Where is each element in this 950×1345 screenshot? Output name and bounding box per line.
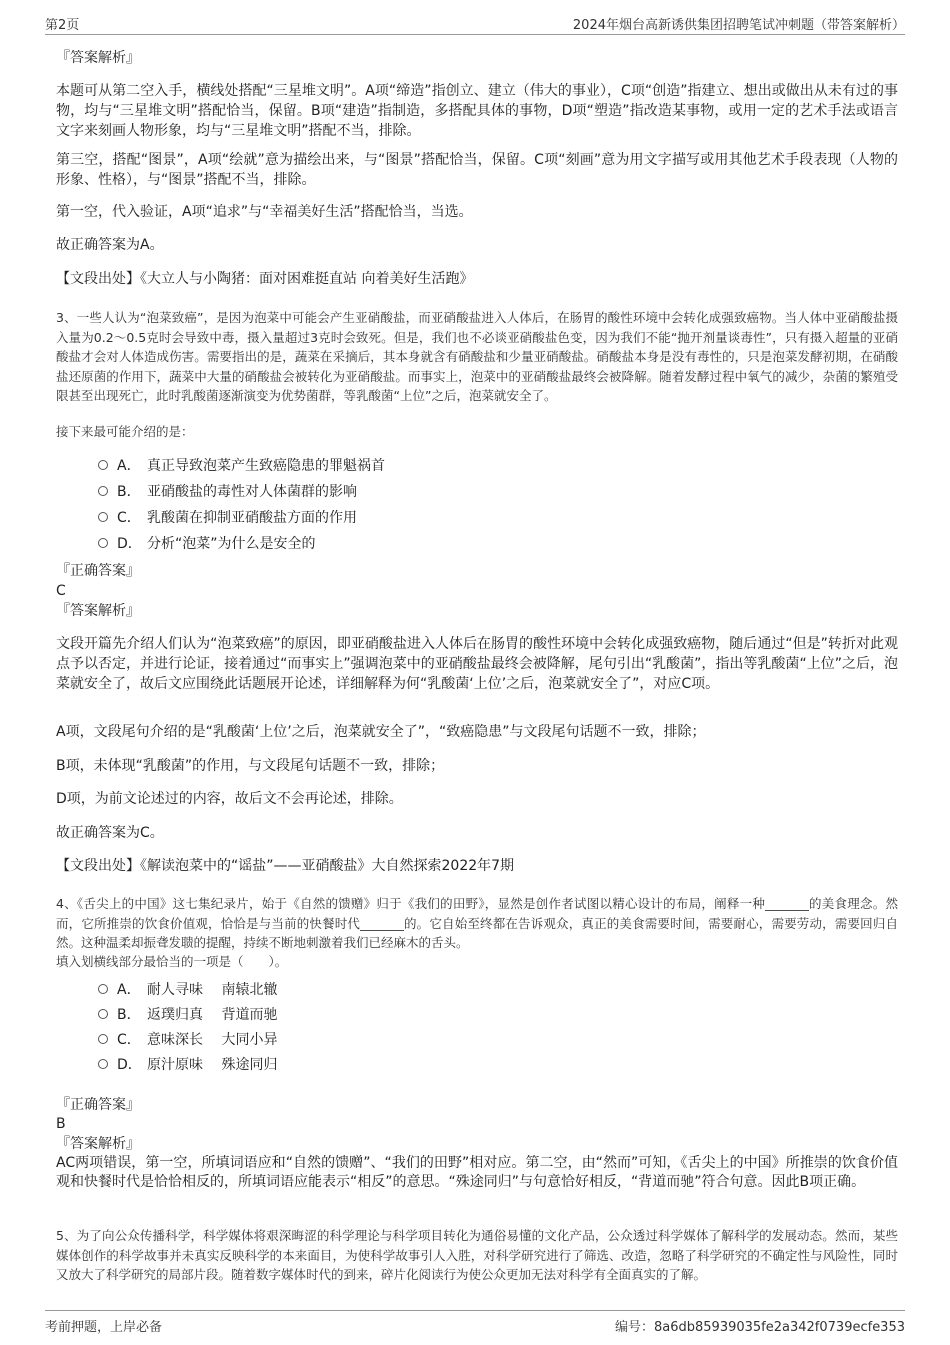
- option-a[interactable]: A． 耐人寻味 南辕北辙: [98, 980, 277, 1000]
- document-title: 2024年烟台高新诱供集团招聘笔试冲刺题（带答案解析）: [572, 18, 905, 33]
- radio-button[interactable]: [98, 486, 108, 496]
- source-citation: 【文段出处】《大立人与小陶猪：面对困难挺直站 向着美好生活跑》: [56, 271, 474, 287]
- analysis-paragraph: 第一空，代入验证，A项“追求”与“幸福美好生活”搭配恰当，当选。: [56, 204, 473, 220]
- option-c[interactable]: C． 乳酸菌在抑制亚硝酸盐方面的作用: [98, 508, 357, 528]
- correct-answer-label: 『正确答案』: [56, 563, 140, 579]
- radio-button[interactable]: [98, 1034, 108, 1044]
- radio-button[interactable]: [98, 1009, 108, 1019]
- question-4-text: 4、《舌尖上的中国》这七集纪录片，始于《自然的馈赠》归于《我们的田野》，显然是创作者试图以精心设计的布局，阐释一种_______的美食理念。然而，它所推崇的饮食价值观，恰恰是与当前的快餐时代_______的。它自始至终都在告诉观众，真正的美食需要时间，需要耐心，需要劳动，需要回归自然。这种温柔却振聋发聩的提醒，持续不断地刺激着我们已经麻木的舌头。: [56, 896, 898, 950]
- analysis-conclusion: 故正确答案为C。: [56, 825, 164, 841]
- correct-answer: B: [56, 1116, 66, 1132]
- question-5-text: 5、为了向公众传播科学，科学媒体将艰深晦涩的科学理论与科学项目转化为通俗易懂的文化产品，公众透过科学媒体了解科学的发展动态。然而，某些媒体创作的科学故事并未真实反映科学的本来面目，为使科学故事引人入胜，对科学研究进行了筛选、改造，忽略了科学研究的不确定性与风险性，同时又放大了科学研究的局部片段。随着数字媒体时代的到来，碎片化阅读行为使公众更加无法对科学有全面真实的了解。: [56, 1228, 898, 1282]
- analysis-paragraph: A项，文段尾句介绍的是“乳酸菌‘上位’之后，泡菜就安全了”，“致癌隐患”与文段尾句话题不一致，排除；: [56, 724, 706, 740]
- radio-button[interactable]: [98, 1059, 108, 1069]
- analysis-paragraph: 本题可从第二空入手，横线处搭配“三星堆文明”。A项“缔造”指创立、建立（伟大的事业），C项“创造”指建立、想出或做出从未有过的事物，均与“三星堆文明”搭配恰当，保留。B项“建造”指制造，多搭配具体的事物，D项“塑造”指改造某事物，或用一定的艺术手法或语言文字来刻画人物形象，均与“三星堆文明”搭配不当，排除。: [56, 83, 898, 139]
- option-b[interactable]: B． 亚硝酸盐的毒性对人体菌群的影响: [98, 482, 357, 502]
- analysis-paragraph: B项，未体现“乳酸菌”的作用，与文段尾句话题不一致，排除；: [56, 758, 445, 774]
- page-number: 第2页: [45, 18, 80, 33]
- option-c[interactable]: C． 意味深长 大同小异: [98, 1030, 277, 1050]
- analysis-paragraph: D项，为前文论述过的内容，故后文不会再论述，排除。: [56, 791, 403, 807]
- correct-answer: C: [56, 583, 66, 599]
- analysis-conclusion: 故正确答案为A。: [56, 237, 164, 253]
- document-code: 编号：8a6db85939035fe2a342f0739ecfe353: [615, 1320, 905, 1335]
- analysis-paragraph: AC两项错误，第一空，所填词语应和“自然的馈赠”、“我们的田野”相对应。第二空，由“然而”可知，《舌尖上的中国》所推崇的饮食价值观和快餐时代是恰恰相反的，所填词语应能表示“相反”的意思。“殊途同归”与句意恰好相反，“背道而驰”符合句意。因此B项正确。: [56, 1155, 898, 1190]
- radio-button[interactable]: [98, 460, 108, 470]
- page-header: [45, 12, 905, 35]
- correct-answer-label: 『正确答案』: [56, 1097, 140, 1113]
- option-d[interactable]: D． 原汁原味 殊途同归: [98, 1055, 277, 1075]
- question-3-text: 3、一些人认为“泡菜致癌”，是因为泡菜中可能会产生亚硝酸盐，而亚硝酸盐进入人体后，在肠胃的酸性环境中会转化成强致癌物。当人体中亚硝酸盐摄入量为0.2～0.5克时会导致中毒，摄入量超过3克时会致死。但是，我们也不必谈亚硝酸盐色变，因为我们不能“抛开剂量谈毒性”，只有摄入超量的亚硝酸盐才会对人体造成伤害。需要指出的是，蔬菜在采摘后，其本身就含有硝酸盐和少量亚硝酸盐。硝酸盐本身是没有毒性的，只是泡菜发酵初期，在硝酸盐还原菌的作用下，蔬菜中大量的硝酸盐会被转化为亚硝酸盐。而事实上，泡菜中的亚硝酸盐最终会被降解。随着发酵过程中氧气的减少，杂菌的繁殖受限甚至出现死亡，此时乳酸菌逐渐演变为优势菌群，等乳酸菌“上位”之后，泡菜就安全了。: [56, 310, 898, 403]
- radio-button[interactable]: [98, 512, 108, 522]
- question-3-prompt: 接下来最可能介绍的是：: [56, 424, 194, 439]
- analysis-label: 『答案解析』: [56, 1136, 140, 1152]
- analysis-paragraph: 第三空，搭配“图景”，A项“绘就”意为描绘出来，与“图景”搭配恰当，保留。C项“刻画”意为用文字描写或用其他艺术手段表现（人物的形象、性格），与“图景”搭配不当，排除。: [56, 152, 898, 188]
- question-4-prompt: 填入划横线部分最恰当的一项是（ ）。: [56, 954, 288, 969]
- option-a[interactable]: A． 真正导致泡菜产生致癌隐患的罪魁祸首: [98, 456, 385, 476]
- option-d[interactable]: D． 分析“泡菜”为什么是安全的: [98, 534, 316, 554]
- analysis-label: 『答案解析』: [56, 50, 140, 66]
- footer-slogan: 考前押题，上岸必备: [45, 1320, 163, 1335]
- radio-button[interactable]: [98, 984, 108, 994]
- radio-button[interactable]: [98, 538, 108, 548]
- source-citation: 【文段出处】《解读泡菜中的“谣盐”——亚硝酸盐》大自然探索2022年7期: [56, 858, 515, 874]
- option-b[interactable]: B． 返璞归真 背道而驰: [98, 1005, 277, 1025]
- analysis-label: 『答案解析』: [56, 603, 140, 619]
- analysis-paragraph: 文段开篇先介绍人们认为“泡菜致癌”的原因，即亚硝酸盐进入人体后在肠胃的酸性环境中会转化成强致癌物，随后通过“但是”转折对此观点予以否定，并进行论证，接着通过“而事实上”强调泡菜中的亚硝酸盐最终会被降解，尾句引出“乳酸菌”，指出等乳酸菌“上位”之后，泡菜就安全了，故后文应围绕此话题展开论述，详细解释为何“乳酸菌‘上位’之后，泡菜就安全了”，对应C项。: [56, 636, 898, 692]
- page-footer: [45, 1310, 905, 1333]
